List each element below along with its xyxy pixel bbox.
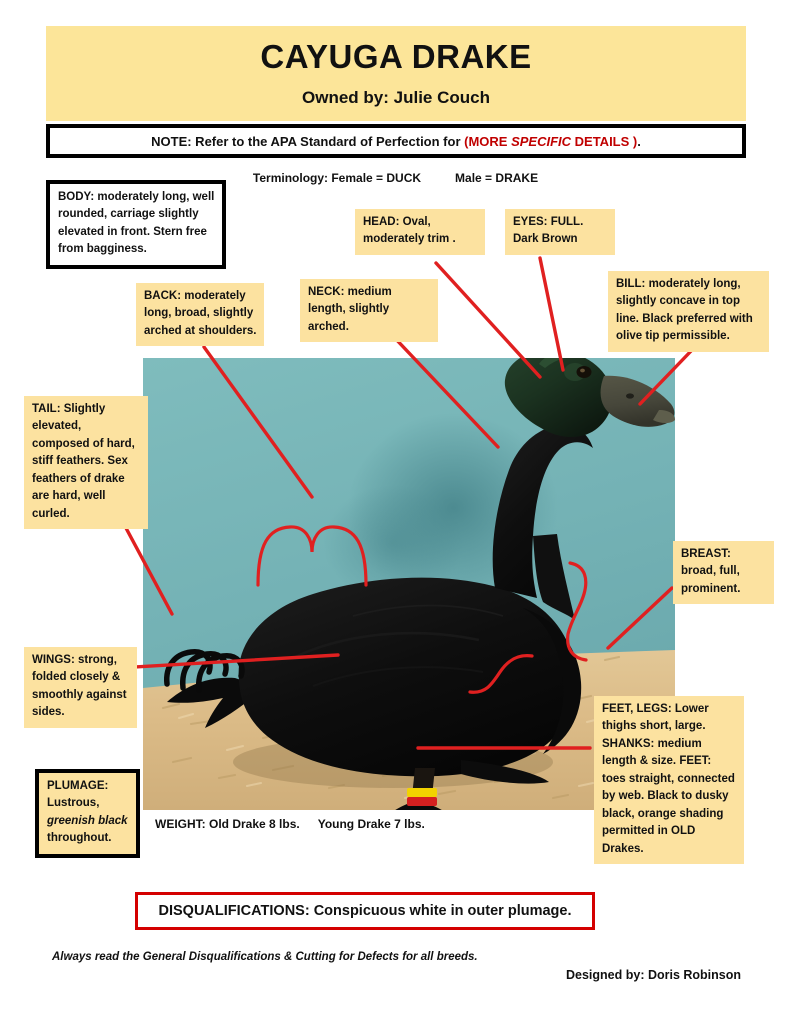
terminology-female: Terminology: Female = DUCK	[252, 171, 422, 185]
weight-young-drake: Young Drake 7 lbs.	[317, 817, 425, 831]
terminology-male: Male = DRAKE	[455, 171, 539, 185]
page-title: CAYUGA DRAKE	[260, 38, 532, 75]
weight-line	[155, 817, 425, 831]
annotation-plumage	[35, 769, 140, 858]
annotation-eyes	[505, 209, 615, 255]
disqualifications-bar	[135, 892, 595, 930]
annotation-body	[46, 180, 226, 269]
note-red-open: (MORE	[464, 133, 512, 149]
annotation-feet-legs-text: FEET, LEGS: Lower thighs short, large. SHANKS: medium length & size. FEET: toes straight, connected by web. Black to dusky black, orange shading permitted in OLD Drakes.	[602, 703, 735, 855]
annotation-body-text: BODY: moderately long, well rounded, carriage slightly elevated in front. Stern free from bagginess.	[58, 191, 215, 256]
note-bar	[46, 124, 746, 158]
annotation-eyes-text: EYES: FULL. Dark Brown	[513, 216, 584, 246]
annotation-feet-legs	[594, 696, 744, 864]
leg-band-red	[407, 797, 437, 806]
header-band	[46, 26, 746, 121]
annotation-back-text: BACK: moderately long, broad, slightly arched at shoulders.	[144, 290, 257, 337]
annotation-tail	[24, 396, 148, 529]
annotation-neck	[300, 279, 438, 342]
duck-eye	[577, 366, 592, 378]
annotation-head-text: HEAD: Oval, moderately trim .	[363, 216, 456, 246]
annotation-bill	[608, 271, 769, 352]
annotation-plumage-before: PLUMAGE: Lustrous,	[47, 780, 109, 810]
weight-old-drake: WEIGHT: Old Drake 8 lbs.	[155, 817, 300, 831]
annotation-plumage-italic: greenish black	[47, 814, 128, 827]
note-black-prefix: NOTE: Refer to the APA Standard of Perfection for	[151, 133, 465, 149]
annotation-tail-text: TAIL: Slightly elevated, composed of hard, stiff feathers. Sex feathers of drake are hard, well curled.	[32, 403, 135, 520]
eye-highlight	[580, 369, 585, 373]
bill-nostril	[626, 393, 634, 398]
note-red-close: DETAILS )	[571, 133, 638, 149]
annotation-wings	[24, 647, 137, 728]
disqualifications-text: DISQUALIFICATIONS: Conspicuous white in outer plumage.	[158, 903, 572, 919]
annotation-neck-text: NECK: medium length, slightly arched.	[308, 286, 392, 333]
annotation-wings-text: WINGS: strong, folded closely & smoothly against sides.	[32, 654, 127, 719]
annotation-plumage-after: throughout.	[47, 832, 112, 845]
leg-band-yellow	[407, 788, 437, 797]
annotation-breast	[673, 541, 774, 604]
note-text	[151, 134, 641, 149]
note-black-suffix: .	[637, 133, 641, 149]
duck-body	[239, 578, 576, 777]
designer-credit: Designed by: Doris Robinson	[566, 968, 742, 982]
annotation-back	[136, 283, 264, 346]
owner-subtitle: Owned by: Julie Couch	[302, 88, 490, 107]
annotation-bill-text: BILL: moderately long, slightly concave in top line. Black preferred with olive tip permissible.	[616, 278, 753, 343]
annotation-head	[355, 209, 485, 255]
leader-eyes	[540, 258, 563, 370]
note-red-italic: SPECIFIC	[511, 133, 572, 149]
annotation-breast-text: BREAST: broad, full, prominent.	[681, 548, 741, 595]
footnote: Always read the General Disqualifications & Cutting for Defects for all breeds.	[52, 951, 478, 963]
